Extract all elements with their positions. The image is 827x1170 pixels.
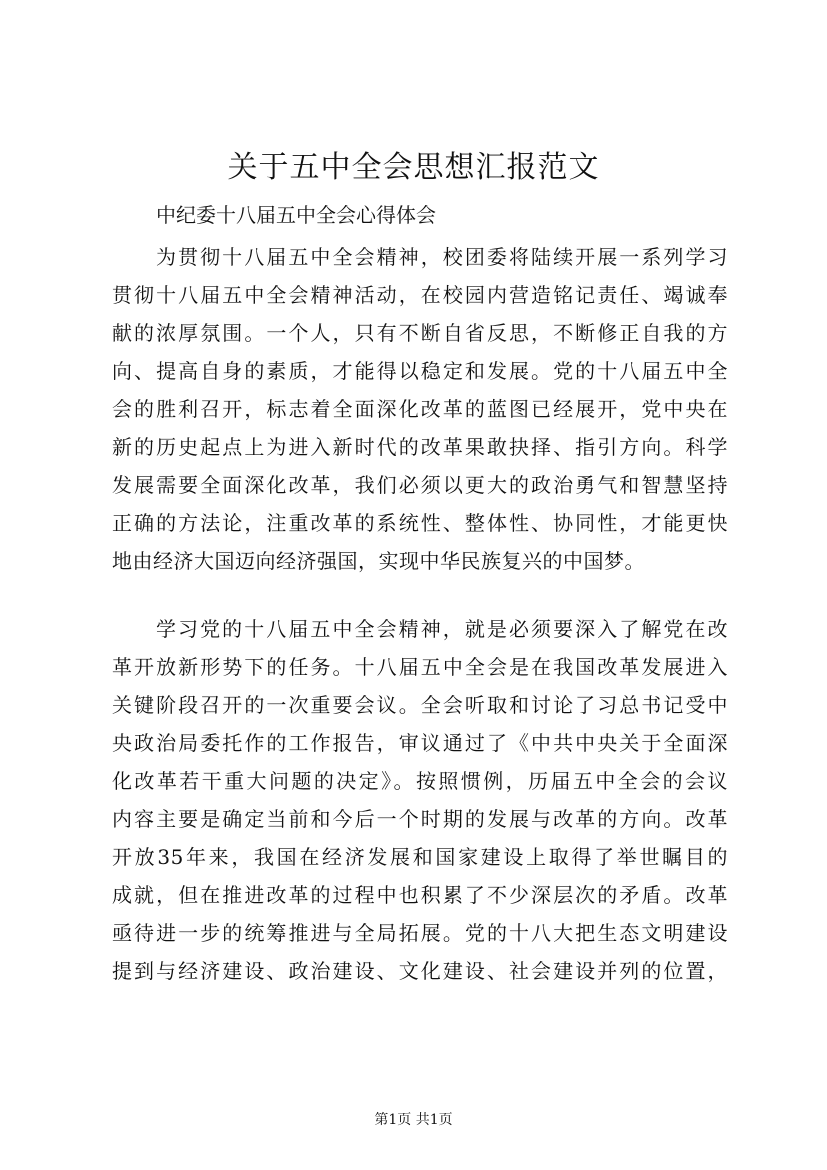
paragraph-line: 新的历史起点上为进入新时代的改革果敢抉择、指引方向。科学 <box>112 435 728 459</box>
paragraph-line: 为贯彻十八届五中全会精神，校团委将陆续开展一系列学习 <box>156 245 728 269</box>
paragraph-line: 献的浓厚氛围。一个人，只有不断自省反思，不断修正自我的方 <box>112 321 728 345</box>
document-subtitle: 中纪委十八届五中全会心得体会 <box>156 203 436 227</box>
paragraph-line: 亟待进一步的统筹推进与全局拓展。党的十八大把生态文明建设 <box>112 921 728 945</box>
paragraph-line: 内容主要是确定当前和今后一个时期的发展与改革的方向。改革 <box>112 807 728 831</box>
paragraph-1 <box>112 238 728 580</box>
paragraph-2 <box>112 610 728 990</box>
paragraph-line: 学习党的十八届五中全会精神，就是必须要深入了解党在改 <box>156 617 728 641</box>
paragraph-line: 提到与经济建设、政治建设、文化建设、社会建设并列的位置， <box>112 959 728 983</box>
paragraph-line: 发展需要全面深化改革，我们必须以更大的政治勇气和智慧坚持 <box>112 473 728 497</box>
paragraph-line: 央政治局委托作的工作报告，审议通过了《中共中央关于全面深 <box>112 731 728 755</box>
paragraph-line: 成就，但在推进改革的过程中也积累了不少深层次的矛盾。改革 <box>112 883 728 907</box>
page-number-footer: 第1页 共1页 <box>374 1112 453 1128</box>
paragraph-line: 地由经济大国迈向经济强国，实现中华民族复兴的中国梦。 <box>112 549 645 573</box>
paragraph-line: 开放35年来，我国在经济发展和国家建设上取得了举世瞩目的 <box>112 845 728 869</box>
paragraph-line: 正确的方法论，注重改革的系统性、整体性、协同性，才能更快 <box>112 511 728 535</box>
paragraph-line: 会的胜利召开，标志着全面深化改革的蓝图已经展开，党中央在 <box>112 397 728 421</box>
paragraph-line: 关键阶段召开的一次重要会议。全会听取和讨论了习总书记受中 <box>112 693 728 717</box>
document-title: 关于五中全会思想汇报范文 <box>227 150 600 185</box>
paragraph-line: 革开放新形势下的任务。十八届五中全会是在我国改革发展进入 <box>112 655 728 679</box>
paragraph-line: 向、提高自身的素质，才能得以稳定和发展。党的十八届五中全 <box>112 359 728 383</box>
paragraph-line: 贯彻十八届五中全会精神活动，在校园内营造铭记责任、竭诚奉 <box>112 283 728 307</box>
paragraph-line: 化改革若干重大问题的决定》。按照惯例，历届五中全会的会议 <box>112 769 728 793</box>
